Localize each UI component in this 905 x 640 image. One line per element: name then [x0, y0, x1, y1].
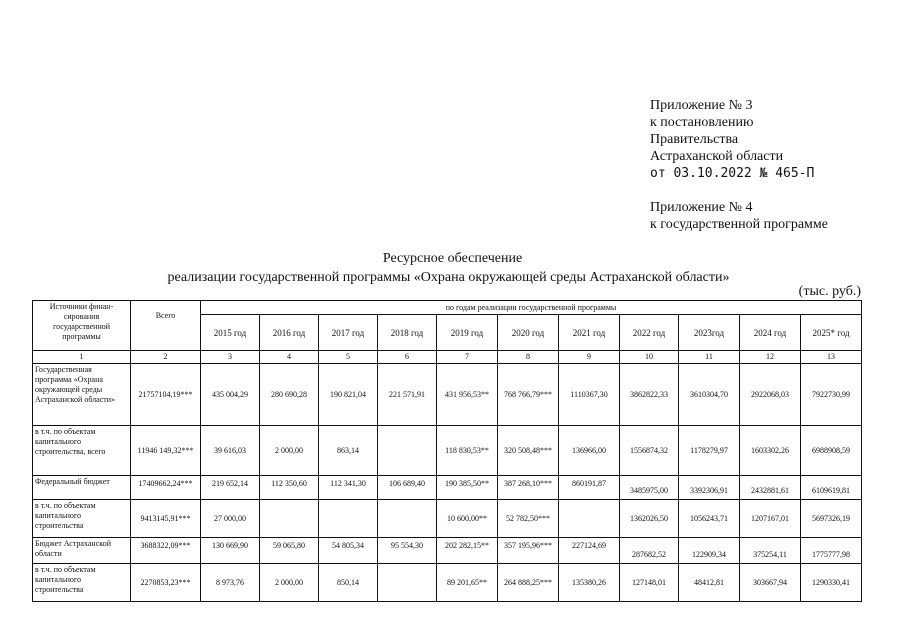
column-index: 8: [498, 351, 559, 364]
year-value-cell: 3392306,91: [679, 476, 740, 500]
appendix-3-header: [650, 97, 814, 182]
year-value-cell: 1775777,98: [801, 538, 862, 564]
appendix-4-header: [650, 199, 828, 233]
total-cell: 3688322,09***: [131, 538, 201, 564]
year-value-cell: 8 973,76: [201, 564, 260, 602]
header-year: 2015 год: [201, 315, 260, 351]
header-year: 2018 год: [378, 315, 437, 351]
column-index: 12: [740, 351, 801, 364]
year-value-cell: 2432881,61: [740, 476, 801, 500]
header-total: Всего: [131, 301, 201, 351]
year-value-cell: 190 821,04: [319, 364, 378, 426]
year-value-cell: 264 888,25***: [498, 564, 559, 602]
year-value-cell: 1110367,30: [559, 364, 620, 426]
year-value-cell: 850,14: [319, 564, 378, 602]
year-value-cell: 768 766,79***: [498, 364, 559, 426]
year-value-cell: 2 000,00: [260, 564, 319, 602]
table-row: [33, 500, 862, 538]
row-label: Бюджет Астраханской области: [33, 538, 131, 564]
year-value-cell: 48412,81: [679, 564, 740, 602]
year-value-cell: 54 805,34: [319, 538, 378, 564]
row-label: в т.ч. по объектам капитального строительства: [33, 564, 131, 602]
year-value-cell: [260, 500, 319, 538]
document-title: [0, 249, 905, 287]
year-value-cell: 1362026,50: [620, 500, 679, 538]
total-cell: 9413145,91***: [131, 500, 201, 538]
table-row: [33, 564, 862, 602]
year-value-cell: 387 268,10***: [498, 476, 559, 500]
year-value-cell: 1290330,41: [801, 564, 862, 602]
row-label: в т.ч. по объектам капитального строительства, всего: [33, 426, 131, 476]
year-value-cell: 2 000,00: [260, 426, 319, 476]
year-value-cell: [378, 426, 437, 476]
units-label: (тыс. руб.): [798, 284, 861, 299]
column-index: 10: [620, 351, 679, 364]
total-cell: 17409662,24***: [131, 476, 201, 500]
year-value-cell: 135380,26: [559, 564, 620, 602]
year-value-cell: 122909,34: [679, 538, 740, 564]
year-value-cell: 106 689,40: [378, 476, 437, 500]
header-source: Источники финан-сирования государственной программы: [33, 301, 131, 351]
table-row: [33, 364, 862, 426]
total-cell: 21757104,19***: [131, 364, 201, 426]
year-value-cell: 1056243,71: [679, 500, 740, 538]
column-index: 5: [319, 351, 378, 364]
appendix-3-line3: Правительства: [650, 132, 739, 147]
header-year: 2025* год: [801, 315, 862, 351]
appendix-4-line2: к государственной программе: [650, 217, 828, 232]
column-index: 6: [378, 351, 437, 364]
year-value-cell: 860191,87: [559, 476, 620, 500]
header-year: 2022 год: [620, 315, 679, 351]
year-value-cell: 375254,11: [740, 538, 801, 564]
column-index: 13: [801, 351, 862, 364]
header-years-group: по годам реализации государственной программы: [201, 301, 862, 315]
year-value-cell: 202 282,15**: [437, 538, 498, 564]
year-value-cell: 435 004,29: [201, 364, 260, 426]
year-value-cell: 95 554,30: [378, 538, 437, 564]
table-row: [33, 426, 862, 476]
year-value-cell: 219 652,14: [201, 476, 260, 500]
year-value-cell: 127148,01: [620, 564, 679, 602]
year-value-cell: 2922068,03: [740, 364, 801, 426]
year-value-cell: 303667,94: [740, 564, 801, 602]
year-value-cell: 863,14: [319, 426, 378, 476]
column-index: 9: [559, 351, 620, 364]
year-value-cell: 3485975,00: [620, 476, 679, 500]
total-cell: 11946 149,32***: [131, 426, 201, 476]
year-value-cell: 112 350,60: [260, 476, 319, 500]
column-index: 1: [33, 351, 131, 364]
header-year: 2017 год: [319, 315, 378, 351]
year-value-cell: 280 690,28: [260, 364, 319, 426]
year-value-cell: 221 571,91: [378, 364, 437, 426]
year-value-cell: 320 508,48***: [498, 426, 559, 476]
appendix-3-line2: к постановлению: [650, 115, 754, 130]
total-cell: 2270853,23***: [131, 564, 201, 602]
header-year: 2019 год: [437, 315, 498, 351]
column-index: 4: [260, 351, 319, 364]
year-value-cell: 1207167,01: [740, 500, 801, 538]
year-value-cell: 112 341,30: [319, 476, 378, 500]
year-value-cell: 6988908,59: [801, 426, 862, 476]
year-value-cell: 89 201,65**: [437, 564, 498, 602]
year-value-cell: 3862822,33: [620, 364, 679, 426]
resource-table: [32, 300, 862, 602]
year-value-cell: 1178279,97: [679, 426, 740, 476]
year-value-cell: 357 195,96***: [498, 538, 559, 564]
year-value-cell: 59 065,80: [260, 538, 319, 564]
row-label: Государственная программа «Охрана окружающей среды Астраханской области»: [33, 364, 131, 426]
year-value-cell: 287682,52: [620, 538, 679, 564]
year-value-cell: 39 616,03: [201, 426, 260, 476]
year-value-cell: 431 956,53**: [437, 364, 498, 426]
year-value-cell: [319, 500, 378, 538]
year-value-cell: 27 000,00: [201, 500, 260, 538]
year-value-cell: 136966,00: [559, 426, 620, 476]
year-value-cell: 1603302,26: [740, 426, 801, 476]
header-year: 2023год: [679, 315, 740, 351]
column-index: 3: [201, 351, 260, 364]
year-value-cell: [378, 500, 437, 538]
appendix-4-title: Приложение № 4: [650, 200, 753, 215]
decree-number: от 03.10.2022 № 465-П: [650, 166, 815, 181]
title-line-2: реализации государственной программы «Охрана окружающей среды Астраханской области»: [167, 270, 730, 285]
year-value-cell: [559, 500, 620, 538]
year-value-cell: 5697326,19: [801, 500, 862, 538]
year-value-cell: 3610304,70: [679, 364, 740, 426]
appendix-3-line4: Астраханской области: [650, 149, 784, 164]
header-year: 2021 год: [559, 315, 620, 351]
table-row: [33, 538, 862, 564]
header-year: 2020 год: [498, 315, 559, 351]
year-value-cell: [378, 564, 437, 602]
year-value-cell: 118 830,53**: [437, 426, 498, 476]
year-value-cell: 10 600,00**: [437, 500, 498, 538]
column-index: 7: [437, 351, 498, 364]
year-value-cell: 190 385,50**: [437, 476, 498, 500]
header-year: 2024 год: [740, 315, 801, 351]
row-label: Федеральный бюджет: [33, 476, 131, 500]
title-line-1: Ресурсное обеспечение: [382, 251, 523, 266]
year-value-cell: 7922730,99: [801, 364, 862, 426]
row-label: в т.ч. по объектам капитального строительства: [33, 500, 131, 538]
year-value-cell: 227124,69: [559, 538, 620, 564]
header-year: 2016 год: [260, 315, 319, 351]
year-value-cell: 52 782,50***: [498, 500, 559, 538]
year-value-cell: 6109619,81: [801, 476, 862, 500]
appendix-3-title: Приложение № 3: [650, 98, 753, 113]
table-row: [33, 476, 862, 500]
column-index: 2: [131, 351, 201, 364]
year-value-cell: 1556874,32: [620, 426, 679, 476]
year-value-cell: 130 669,90: [201, 538, 260, 564]
column-index: 11: [679, 351, 740, 364]
